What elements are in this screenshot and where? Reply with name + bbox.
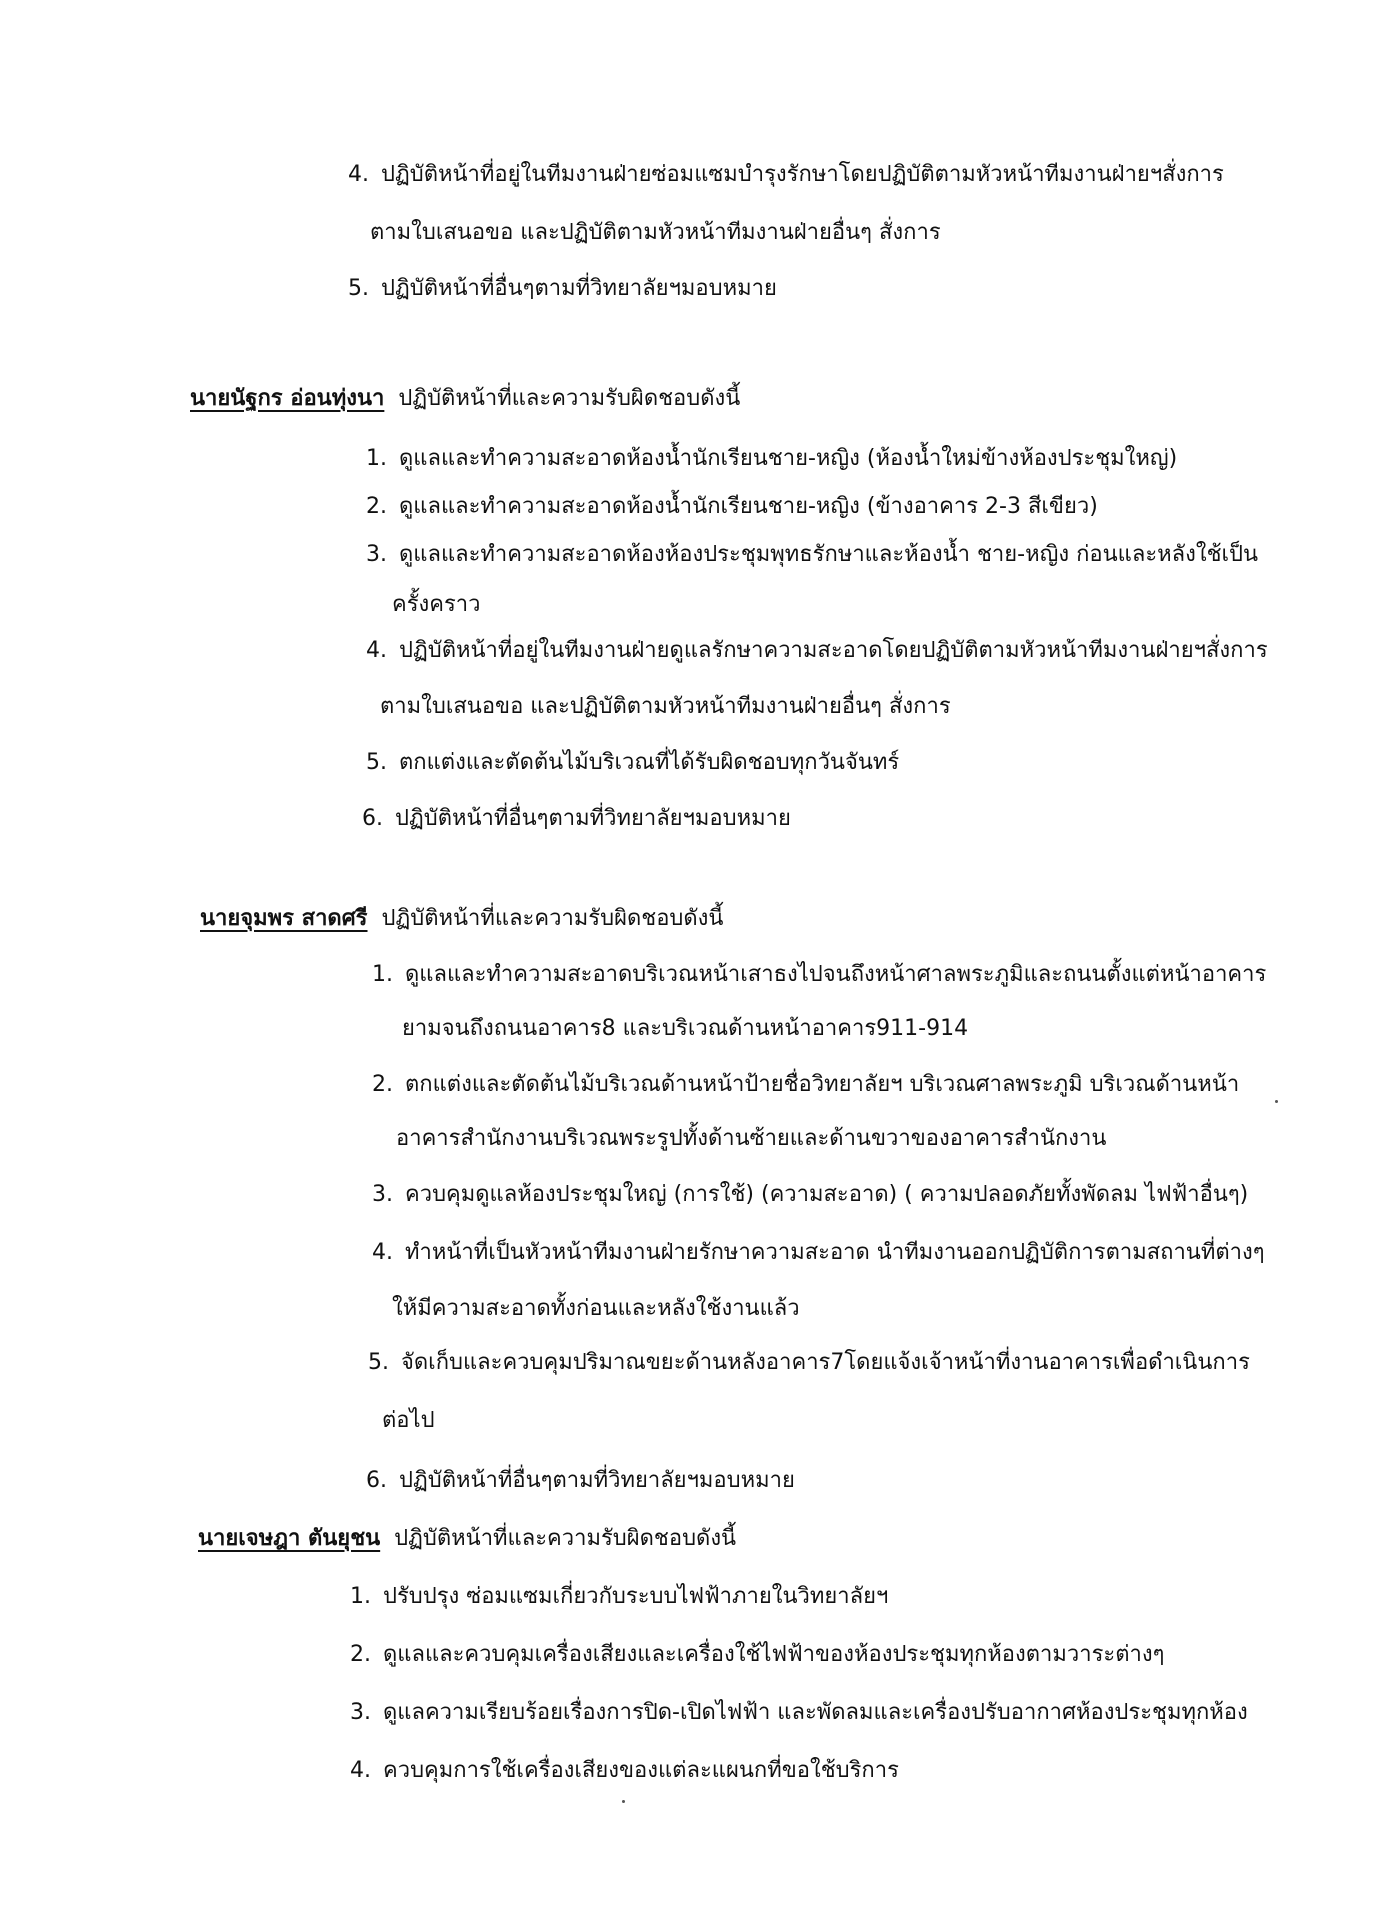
person-name: นายจุมพร สาดศรี — [200, 906, 368, 931]
top-item-4-line-2: ตามใบเสนอขอ และปฏิบัติตามหัวหน้าทีมงานฝ่ายอื่นๆ สั่งการ — [370, 220, 941, 245]
list-item: 2. ดูแลและควบคุมเครื่องเสียงและเครื่องใช้ไฟฟ้าของห้องประชุมทุกห้องตามวาระต่างๆ — [350, 1642, 1165, 1667]
list-item: 6. ปฏิบัติหน้าที่อื่นๆตามที่วิทยาลัยฯมอบหมาย — [362, 806, 791, 831]
list-item: 4. ควบคุมการใช้เครื่องเสียงของแต่ละแผนกที่ขอใช้บริการ — [350, 1758, 899, 1783]
list-item-continuation: ตามใบเสนอขอ และปฏิบัติตามหัวหน้าทีมงานฝ่ายอื่นๆ สั่งการ — [380, 694, 951, 719]
list-item: 3. ดูแลและทำความสะอาดห้องห้องประชุมพุทธรักษาและห้องน้ำ ชาย-หญิง ก่อนและหลังใช้เป็น — [366, 542, 1259, 567]
list-item-continuation: ให้มีความสะอาดทั้งก่อนและหลังใช้งานแล้ว — [392, 1296, 800, 1321]
top-item-4-line-1: 4. ปฏิบัติหน้าที่อยู่ในทีมงานฝ่ายซ่อมแซมบำรุงรักษาโดยปฏิบัติตามหัวหน้าทีมงานฝ่ายฯสั่งการ — [348, 162, 1224, 187]
list-item: 4. ปฏิบัติหน้าที่อยู่ในทีมงานฝ่ายดูแลรักษาความสะอาดโดยปฏิบัติตามหัวหน้าทีมงานฝ่ายฯสั่งการ — [366, 638, 1268, 663]
scan-speck — [622, 1800, 625, 1803]
list-item: 1. ปรับปรุง ซ่อมแซมเกี่ยวกับระบบไฟฟ้าภายในวิทยาลัยฯ — [350, 1584, 889, 1609]
section-heading-1: นายนัฐกร อ่อนทุ่งนา ปฏิบัติหน้าที่และความรับผิดชอบดังนี้ — [190, 386, 741, 411]
list-item: 5. จัดเก็บและควบคุมปริมาณขยะด้านหลังอาคาร7โดยแจ้งเจ้าหน้าที่งานอาคารเพื่อดำเนินการ — [368, 1350, 1250, 1375]
list-item-continuation: ครั้งคราว — [392, 592, 481, 617]
list-item: 1. ดูแลและทำความสะอาดบริเวณหน้าเสาธงไปจนถึงหน้าศาลพระภูมิและถนนตั้งแต่หน้าอาคาร — [372, 962, 1267, 987]
top-item-5: 5. ปฏิบัติหน้าที่อื่นๆตามที่วิทยาลัยฯมอบหมาย — [348, 276, 777, 301]
list-item: 1. ดูแลและทำความสะอาดห้องน้ำนักเรียนชาย-หญิง (ห้องน้ำใหม่ข้างห้องประชุมใหญ่) — [366, 446, 1178, 471]
list-item-continuation: อาคารสำนักงานบริเวณพระรูปทั้งด้านซ้ายและด้านขวาของอาคารสำนักงาน — [396, 1126, 1107, 1151]
list-item-continuation: ต่อไป — [382, 1408, 435, 1433]
list-item: 2. ดูแลและทำความสะอาดห้องน้ำนักเรียนชาย-หญิง (ข้างอาคาร 2-3 สีเขียว) — [366, 494, 1098, 519]
list-item: 5. ตกแต่งและตัดต้นไม้บริเวณที่ได้รับผิดชอบทุกวันจันทร์ — [366, 750, 900, 775]
list-item: 6. ปฏิบัติหน้าที่อื่นๆตามที่วิทยาลัยฯมอบหมาย — [366, 1468, 795, 1493]
section-heading-2: นายจุมพร สาดศรี ปฏิบัติหน้าที่และความรับผิดชอบดังนี้ — [200, 906, 724, 931]
list-item: 3. ดูแลความเรียบร้อยเรื่องการปิด-เปิดไฟฟ้า และพัดลมและเครื่องปรับอากาศห้องประชุมทุกห้อง — [350, 1700, 1248, 1725]
person-name: นายเจษฎา ตันยุชน — [198, 1526, 381, 1551]
person-name: นายนัฐกร อ่อนทุ่งนา — [190, 386, 385, 411]
list-item: 3. ควบคุมดูแลห้องประชุมใหญ่ (การใช้) (ความสะอาด) ( ความปลอดภัยทั้งพัดลม ไฟฟ้าอื่นๆ) — [372, 1182, 1249, 1207]
list-item: 2. ตกแต่งและตัดต้นไม้บริเวณด้านหน้าป้ายชื่อวิทยาลัยฯ บริเวณศาลพระภูมิ บริเวณด้านหน้า — [372, 1072, 1240, 1097]
scan-speck — [1275, 1100, 1278, 1103]
list-item-continuation: ยามจนถึงถนนอาคาร8 และบริเวณด้านหน้าอาคาร911-914 — [402, 1016, 969, 1041]
list-item: 4. ทำหน้าที่เป็นหัวหน้าทีมงานฝ่ายรักษาความสะอาด นำทีมงานออกปฏิบัติการตามสถานที่ต่างๆ — [372, 1240, 1265, 1265]
section-heading-3: นายเจษฎา ตันยุชน ปฏิบัติหน้าที่และความรับผิดชอบดังนี้ — [198, 1526, 737, 1551]
